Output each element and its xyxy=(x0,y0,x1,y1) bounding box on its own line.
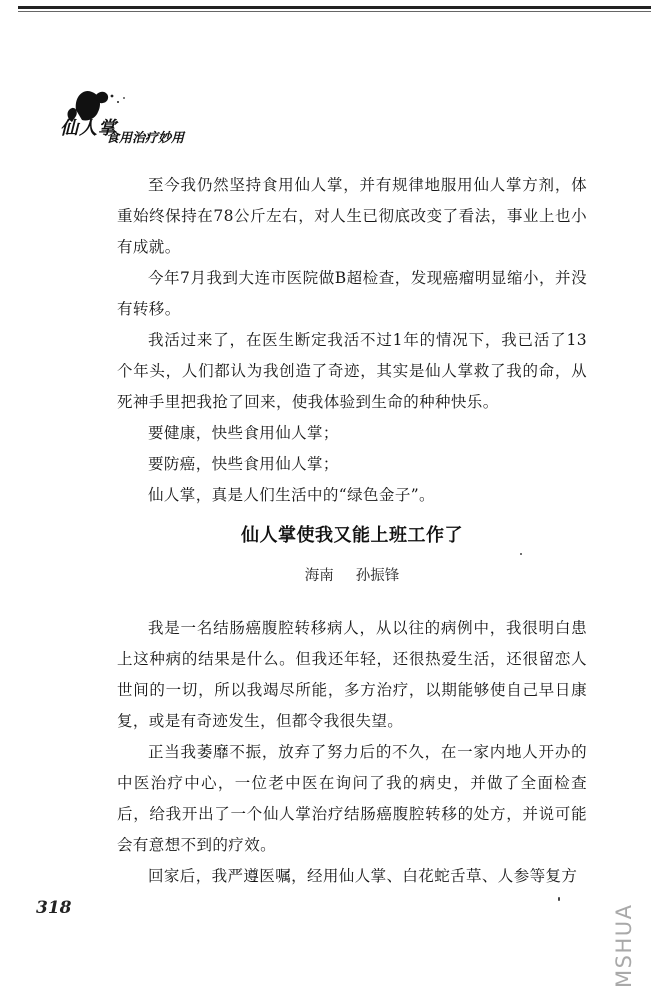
paragraph: 回家后，我严遵医嘱，经用仙人掌、白花蛇舌草、人参等复方 xyxy=(148,867,578,885)
page-number: 318 xyxy=(36,898,72,918)
section-top-text xyxy=(117,170,587,511)
paragraph: 至今我仍然坚持食用仙人掌，并有规律地服用仙人掌方剂，体重始终保持在78公斤左右，对人生已彻底改变了看法，事业上也小有成就。 xyxy=(117,176,587,256)
paragraph: 要健康，快些食用仙人掌； xyxy=(148,424,339,442)
paragraph: 我是一名结肠癌腹腔转移病人，从以往的病例中，我很明白患上这种病的结果是什么。但我还年轻，还很热爱生活，还很留恋人世间的一切，所以我竭尽所能，多方治疗，以期能够使自己早日康复，或是有奇迹发生，但都令我很失望。 xyxy=(117,619,587,730)
scan-speck xyxy=(520,553,522,555)
paragraph: 要防癌，快些食用仙人掌； xyxy=(148,455,339,473)
paragraph: 仙人掌，真是人们生活中的“绿色金子”。 xyxy=(148,486,435,504)
article-body-text xyxy=(117,613,587,892)
paragraph: 正当我萎靡不振，放弃了努力后的不久，在一家内地人开办的中医治疗中心，一位老中医在询问了我的病史，并做了全面检查后，给我开出了一个仙人掌治疗结肠癌腹腔转移的处方，并说可能会有意想不到的疗效。 xyxy=(117,743,587,854)
running-header xyxy=(54,82,229,156)
header-subtitle: 食用治疗妙用 xyxy=(106,131,185,146)
byline-region: 海南 xyxy=(304,568,334,584)
top-rule-thin xyxy=(18,11,651,12)
article-byline xyxy=(117,564,587,585)
scan-speck xyxy=(558,897,560,901)
byline-author: 孙振锋 xyxy=(355,568,400,584)
article-title: 仙人掌使我又能上班工作了 xyxy=(241,525,463,546)
paragraph: 我活过来了，在医生断定我活不过1年的情况下，我已活了13个年头，人们都认为我创造了奇迹，其实是仙人掌救了我的命，从死神手里把我抢了回来，使我体验到生命的种种快乐。 xyxy=(117,331,587,411)
watermark: MSHUA xyxy=(612,903,636,988)
top-rule xyxy=(18,6,651,9)
header-title: 仙人掌 xyxy=(60,118,117,139)
paragraph: 今年7月我到大连市医院做B超检查，发现癌瘤明显缩小，并没有转移。 xyxy=(117,269,587,318)
